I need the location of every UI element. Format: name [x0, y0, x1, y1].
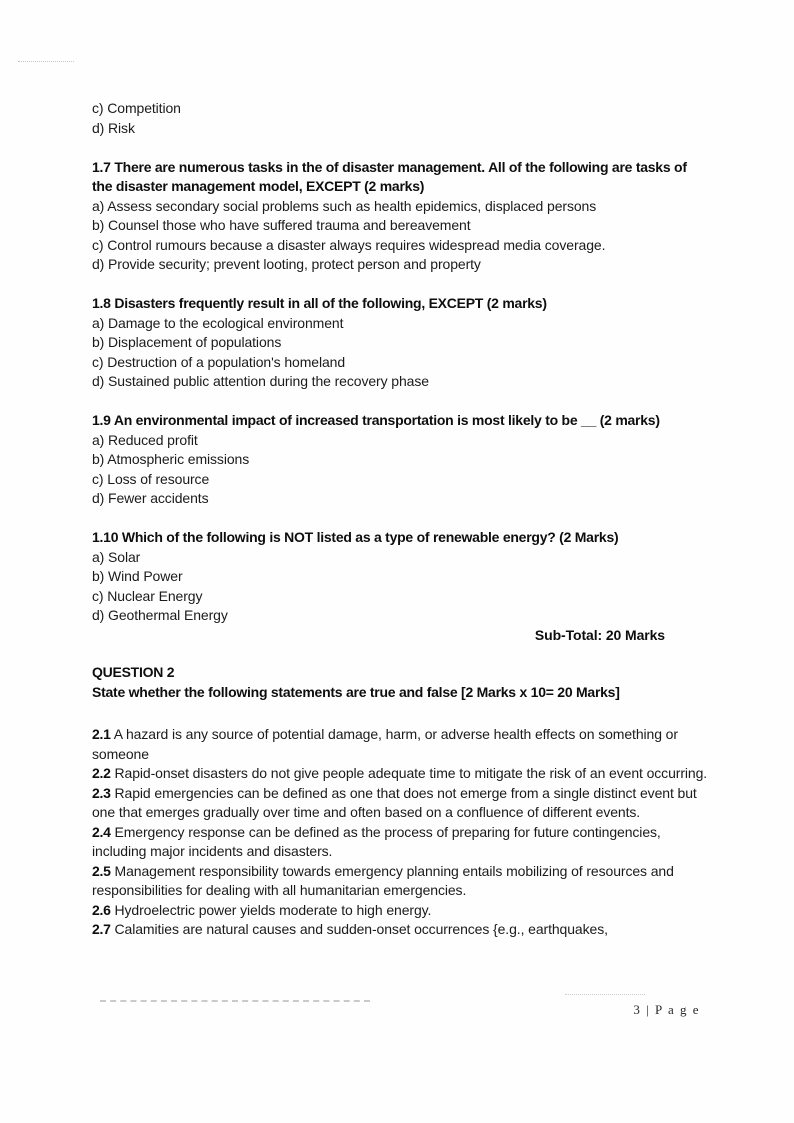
question2-title: QUESTION 2: [92, 664, 175, 680]
statement-number: 2.7: [92, 921, 111, 937]
scan-artifact-bottom-left: [100, 1000, 370, 1002]
scan-artifact-top: [18, 57, 74, 62]
statement-number: 2.3: [92, 784, 111, 801]
mcq-option: a) Assess secondary social problems such as health epidemics, displaced persons: [92, 197, 597, 214]
mcq-option: b) Counsel those who have suffered trauma and bereavement: [92, 217, 471, 233]
mcq-option: d) Geothermal Energy: [92, 607, 228, 623]
statement-number: 2.6: [92, 901, 111, 918]
statement: 2.6 Hydroelectric power yields moderate to high energy.: [92, 901, 432, 918]
subtotal-label: Sub-Total: 20 Marks: [534, 626, 665, 643]
page-number-footer: 3 | P a g e: [633, 1002, 700, 1017]
mcq-question-block: [92, 158, 709, 275]
mcq-option: c) Loss of resource: [92, 470, 210, 487]
mcq-question-text: 1.8 Disasters frequently result in all of the following, EXCEPT (2 marks): [92, 295, 547, 311]
mcq-option: b) Atmospheric emissions: [92, 451, 250, 467]
mcq-list: [92, 158, 709, 626]
mcq-option: a) Reduced profit: [92, 431, 198, 448]
mcq-option: b) Wind Power: [92, 568, 183, 584]
intro-options: [92, 99, 709, 138]
mcq-option: b) Displacement of populations: [92, 334, 282, 350]
statement: 2.7 Calamities are natural causes and sudden-onset occurrences {e.g., earthquakes,: [92, 921, 608, 937]
mcq-question-text: 1.10 Which of the following is NOT listed as a type of renewable energy? (2 Marks): [92, 529, 619, 545]
page-content: [92, 99, 709, 940]
mcq-question-block: [92, 294, 709, 392]
statement: 2.1 A hazard is any source of potential damage, harm, or adverse health effects on something or someone: [92, 726, 678, 762]
statement-number: 2.2: [92, 765, 111, 781]
mcq-question-text: 1.7 There are numerous tasks in the of disaster management. All of the following are tasks of the disaster management model, EXCEPT (2 marks): [92, 158, 687, 194]
mcq-question-block: [92, 528, 709, 626]
mcq-question-text: 1.9 An environmental impact of increased transportation is most likely to be __ (2 marks): [92, 412, 660, 428]
mcq-option: a) Solar: [92, 548, 141, 565]
question2-header: [92, 663, 709, 702]
mcq-option: a) Damage to the ecological environment: [92, 314, 344, 331]
mcq-option: d) Fewer accidents: [92, 490, 209, 506]
statement-list: [92, 725, 709, 940]
question2-instruction: State whether the following statements are true and false [2 Marks x 10= 20 Marks]: [92, 683, 620, 700]
mcq-option: c) Destruction of a population's homeland: [92, 353, 346, 370]
mcq-option: d) Provide security; prevent looting, protect person and property: [92, 256, 481, 272]
mcq-option: d) Risk: [92, 119, 135, 136]
statement-number: 2.1: [92, 726, 111, 742]
statement: 2.4 Emergency response can be defined as the process of preparing for future contingencies, including major incidents and disasters.: [92, 823, 661, 859]
mcq-option: c) Nuclear Energy: [92, 587, 203, 604]
statement-number: 2.4: [92, 823, 111, 840]
mcq-option: c) Control rumours because a disaster always requires widespread media coverage.: [92, 236, 606, 253]
statement-number: 2.5: [92, 862, 111, 879]
statement: 2.2 Rapid-onset disasters do not give people adequate time to mitigate the risk of an event occurring.: [92, 765, 708, 781]
mcq-question-block: [92, 411, 709, 509]
mcq-option: c) Competition: [92, 100, 181, 116]
mcq-option: d) Sustained public attention during the recovery phase: [92, 373, 429, 389]
statement: 2.5 Management responsibility towards emergency planning entails mobilizing of resources and responsibilities for dealing with all humanitarian emergencies.: [92, 862, 674, 898]
scan-artifact-bottom-right: [565, 994, 645, 995]
statement: 2.3 Rapid emergencies can be defined as one that does not emerge from a single distinct event but one that emerges gradually over time and often based on a confluence of different events.: [92, 784, 697, 820]
